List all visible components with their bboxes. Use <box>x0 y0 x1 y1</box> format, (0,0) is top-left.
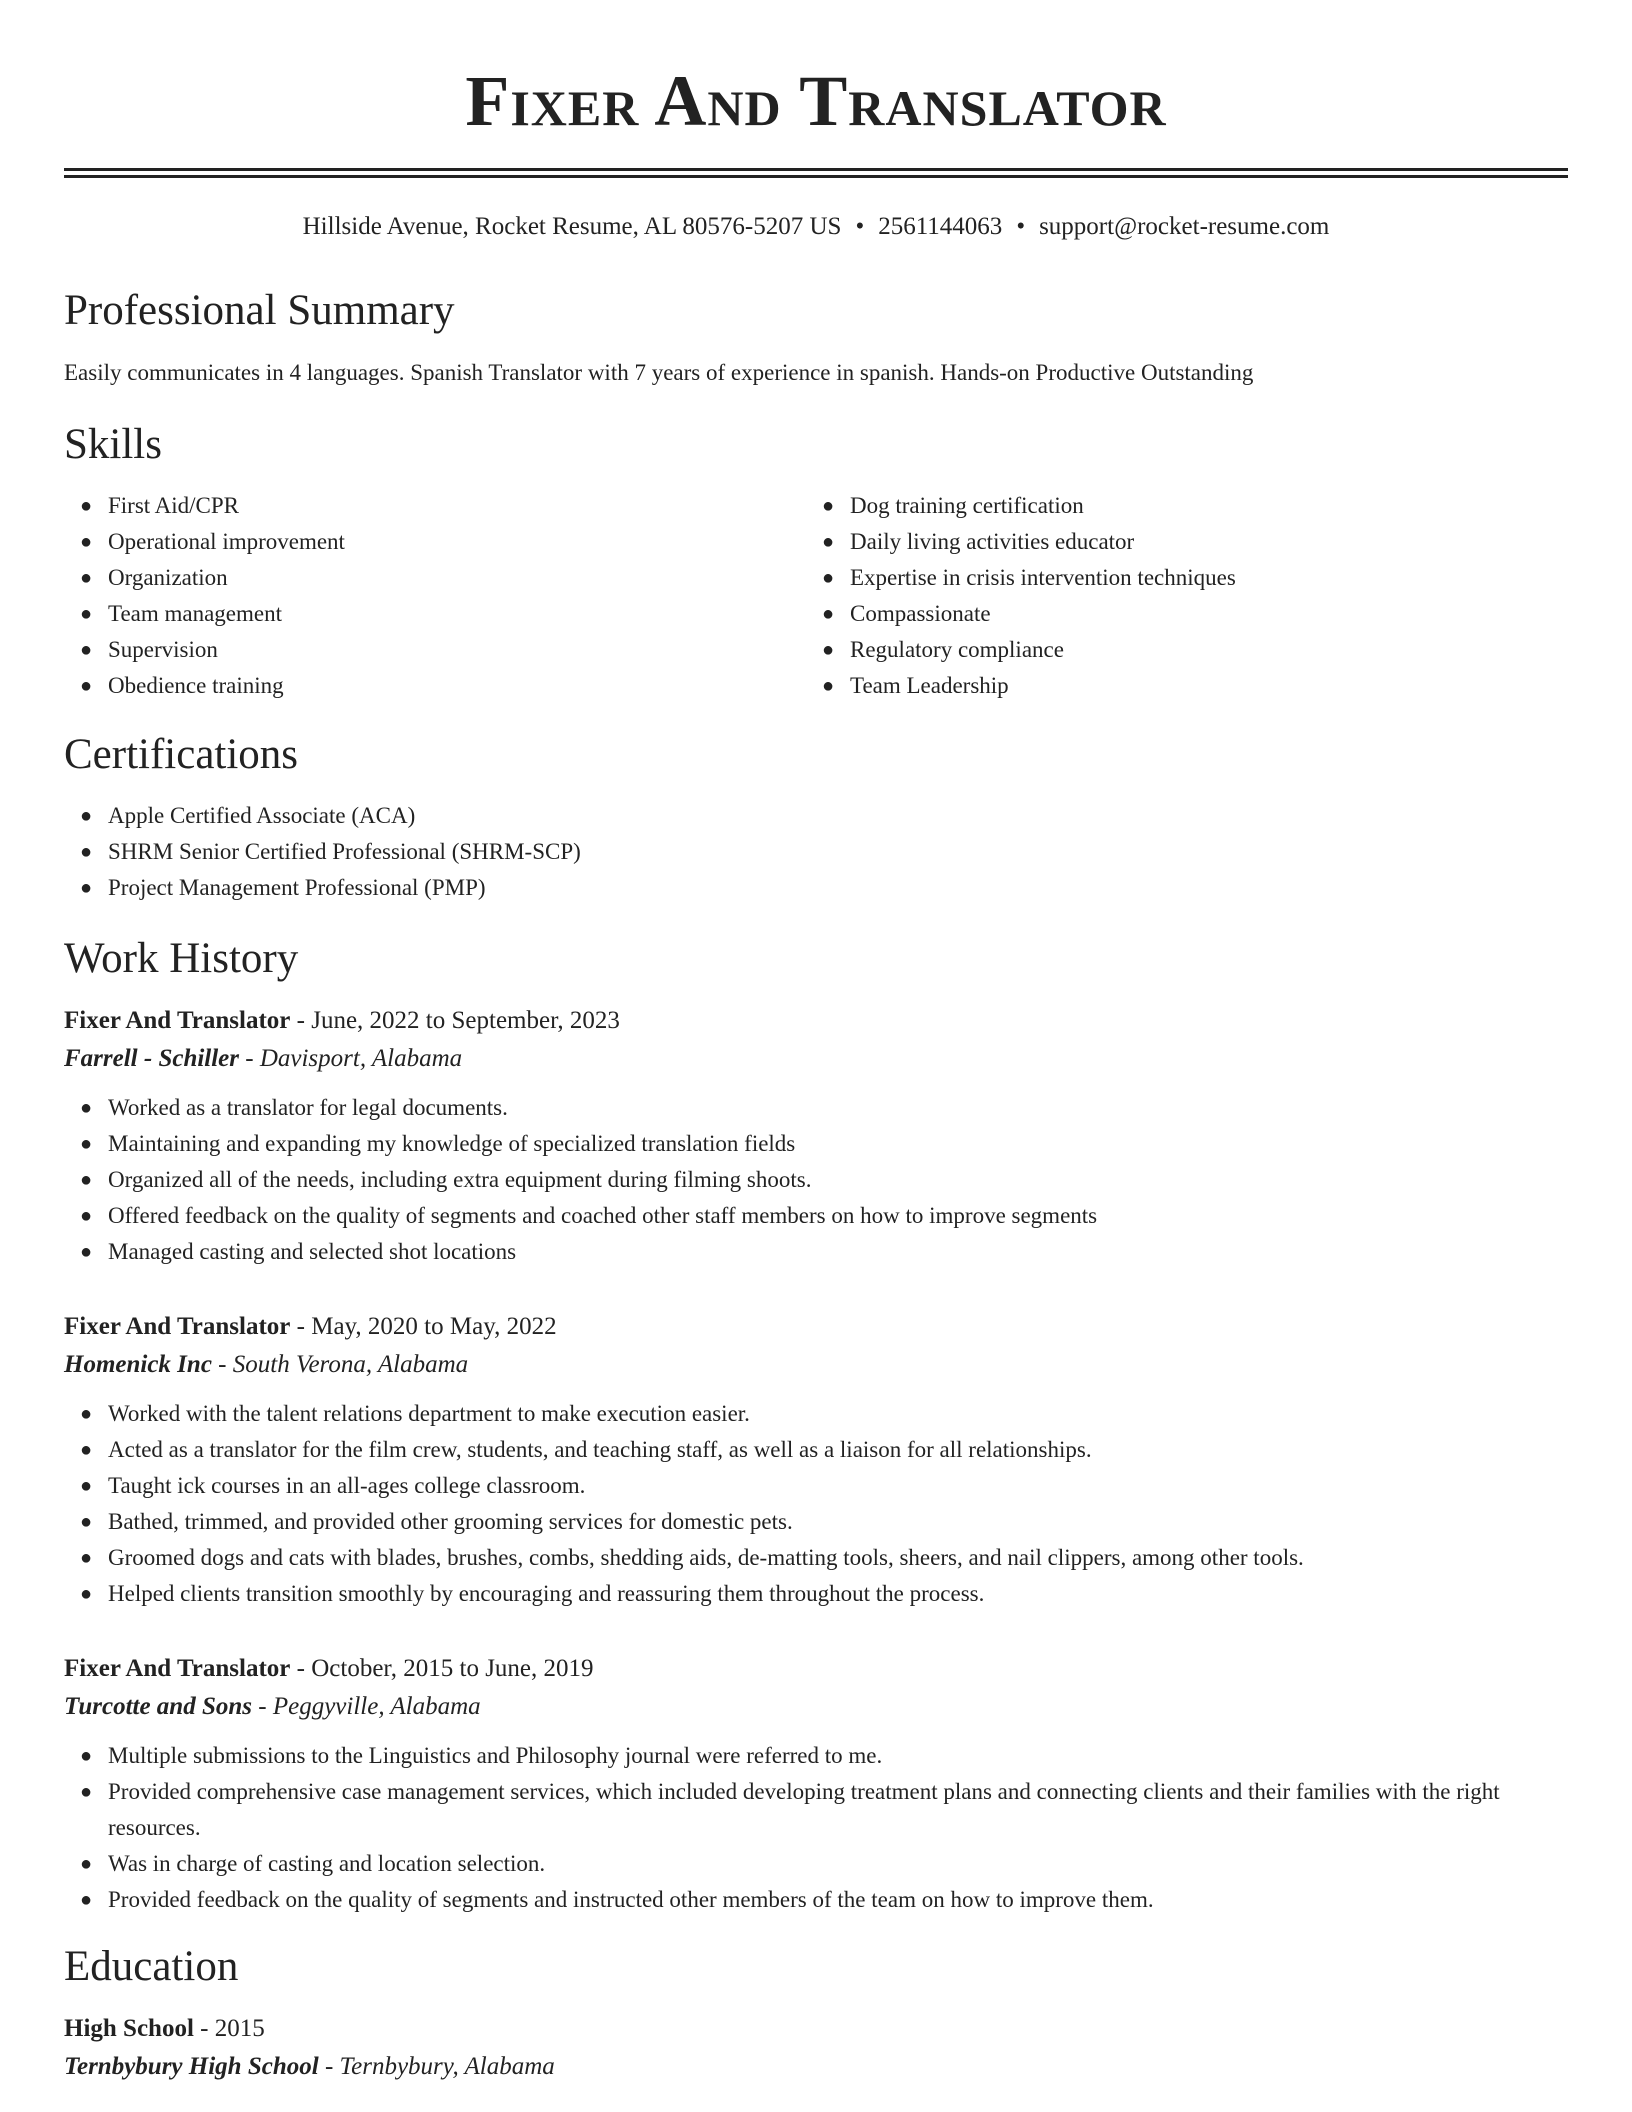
bullet-icon: ● <box>80 1205 93 1227</box>
contact-separator: • <box>1016 213 1026 240</box>
job-company: Homenick Inc <box>64 1351 212 1378</box>
job-bullet <box>64 1882 1568 1918</box>
education-year: - 2015 <box>193 2015 265 2042</box>
job-bullet <box>64 1432 1568 1468</box>
bullet-icon: ● <box>80 1745 93 1767</box>
skill-item <box>64 596 806 632</box>
skill-label: Daily living activities educator <box>850 529 1135 554</box>
bullet-icon: ● <box>80 1475 93 1497</box>
bullet-icon: ● <box>80 877 93 899</box>
job-bullet <box>64 1738 1568 1774</box>
bullet-icon: ● <box>822 675 835 697</box>
education-location: - Ternbybury, Alabama <box>318 2053 555 2080</box>
job-bullet <box>64 1126 1568 1162</box>
job-bullet-text: Offered feedback on the quality of segments and coached other staff members on how to improve segments <box>108 1203 1098 1228</box>
skills-grid <box>64 488 1568 704</box>
bullet-icon: ● <box>80 1241 93 1263</box>
work-history-section <box>64 934 1568 1918</box>
job-bullet <box>64 1162 1568 1198</box>
certification-item <box>64 798 1568 834</box>
skill-item <box>806 596 1548 632</box>
job-bullet <box>64 1846 1568 1882</box>
bullet-icon: ● <box>80 1511 93 1533</box>
job-location: - Peggyville, Alabama <box>252 1693 481 1720</box>
bullet-icon: ● <box>80 639 93 661</box>
bullet-icon: ● <box>80 1781 93 1803</box>
education-degree-line <box>64 2010 1568 2048</box>
skill-item <box>64 668 806 704</box>
job-bullet-text: Organized all of the needs, including extra equipment during filming shoots. <box>108 1167 812 1192</box>
contact-phone: 2561144063 <box>878 213 1003 240</box>
bullet-icon: ● <box>80 805 93 827</box>
skills-list-right <box>806 488 1548 704</box>
job-bullet-text: Was in charge of casting and location selection. <box>108 1851 546 1876</box>
job-bullet-text: Taught ick courses in an all-ages college classroom. <box>108 1473 586 1498</box>
bullet-icon: ● <box>822 567 835 589</box>
job-title: Fixer And Translator <box>64 1313 291 1340</box>
skill-item <box>806 632 1548 668</box>
job-bullet-text: Groomed dogs and cats with blades, brushes, combs, shedding aids, de-matting tools, sheers, and nail clippers, among other tools. <box>108 1545 1304 1570</box>
certification-label: SHRM Senior Certified Professional (SHRM-SCP) <box>108 839 581 864</box>
skill-label: Team management <box>108 601 283 626</box>
skills-section <box>64 420 1568 704</box>
job-bullet <box>64 1396 1568 1432</box>
job-bullet <box>64 1774 1568 1846</box>
job-dates: - June, 2022 to September, 2023 <box>290 1007 620 1034</box>
job-dates: - May, 2020 to May, 2022 <box>290 1313 557 1340</box>
job-company-line <box>64 1040 1568 1078</box>
job-location: - South Verona, Alabama <box>211 1351 469 1378</box>
contact-email: support@rocket-resume.com <box>1039 213 1330 240</box>
job-bullet <box>64 1504 1568 1540</box>
bullet-icon: ● <box>80 841 93 863</box>
skill-label: Supervision <box>108 637 218 662</box>
job-bullet-text: Worked as a translator for legal documents. <box>108 1095 508 1120</box>
bullet-icon: ● <box>822 495 835 517</box>
skill-item <box>64 632 806 668</box>
bullet-icon: ● <box>822 639 835 661</box>
job-bullet-text: Worked with the talent relations department to make execution easier. <box>108 1401 750 1426</box>
bullet-icon: ● <box>80 1133 93 1155</box>
skill-label: Operational improvement <box>108 529 345 554</box>
bullet-icon: ● <box>80 1547 93 1569</box>
bullet-icon: ● <box>80 1583 93 1605</box>
skill-label: Regulatory compliance <box>850 637 1064 662</box>
job-title-line <box>64 1308 1568 1346</box>
job-title: Fixer And Translator <box>64 1007 291 1034</box>
resume-name-heading: Fixer And Translator <box>465 61 1167 141</box>
skill-item <box>806 560 1548 596</box>
job-bullets <box>64 1738 1568 1918</box>
certifications-list <box>64 798 1568 906</box>
summary-text: Easily communicates in 4 languages. Spanish Translator with 7 years of experience in spanish. Hands-on Productive Outstanding <box>64 360 1254 385</box>
job-entry <box>64 1002 1568 1270</box>
skill-label: Obedience training <box>108 673 284 698</box>
skill-label: Organization <box>108 565 228 590</box>
job-title-line <box>64 1650 1568 1688</box>
skill-item <box>806 524 1548 560</box>
certification-label: Apple Certified Associate (ACA) <box>108 803 416 828</box>
job-title-line <box>64 1002 1568 1040</box>
contact-line <box>64 212 1568 242</box>
job-bullet <box>64 1198 1568 1234</box>
bullet-icon: ● <box>822 531 835 553</box>
bullet-icon: ● <box>822 603 835 625</box>
certification-item <box>64 870 1568 906</box>
job-bullets <box>64 1396 1568 1612</box>
skill-label: Expertise in crisis intervention techniques <box>850 565 1236 590</box>
job-bullet-text: Multiple submissions to the Linguistics and Philosophy journal were referred to me. <box>108 1743 883 1768</box>
certification-label: Project Management Professional (PMP) <box>108 875 486 900</box>
education-heading: Education <box>64 1943 239 1990</box>
skill-label: First Aid/CPR <box>108 493 240 518</box>
job-company: Turcotte and Sons <box>64 1693 253 1720</box>
job-bullet-text: Maintaining and expanding my knowledge of specialized translation fields <box>108 1131 796 1156</box>
job-location: - Davisport, Alabama <box>239 1045 463 1072</box>
resume-page <box>64 0 1568 2086</box>
skill-label: Team Leadership <box>850 673 1009 698</box>
skill-item <box>806 668 1548 704</box>
job-company: Farrell - Schiller <box>64 1045 240 1072</box>
bullet-icon: ● <box>80 675 93 697</box>
bullet-icon: ● <box>80 1403 93 1425</box>
job-bullet <box>64 1234 1568 1270</box>
job-bullet <box>64 1576 1568 1612</box>
bullet-icon: ● <box>80 531 93 553</box>
skill-item <box>64 488 806 524</box>
bullet-icon: ● <box>80 1439 93 1461</box>
education-school-line <box>64 2048 1568 2086</box>
skills-heading: Skills <box>64 421 162 468</box>
bullet-icon: ● <box>80 1853 93 1875</box>
job-bullet-text: Helped clients transition smoothly by encouraging and reassuring them throughout the process. <box>108 1581 985 1606</box>
bullet-icon: ● <box>80 567 93 589</box>
job-company-line <box>64 1346 1568 1384</box>
summary-heading: Professional Summary <box>64 287 455 334</box>
education-degree: High School <box>64 2015 194 2042</box>
bullet-icon: ● <box>80 1169 93 1191</box>
contact-address: Hillside Avenue, Rocket Resume, AL 80576-5207 US <box>302 213 842 240</box>
job-bullet-text: Provided comprehensive case management services, which included developing treatment plans and connecting clients and their families with the right resources. <box>108 1779 1500 1840</box>
education-school: Ternbybury High School <box>64 2053 319 2080</box>
job-bullets <box>64 1090 1568 1270</box>
bullet-icon: ● <box>80 1097 93 1119</box>
job-title: Fixer And Translator <box>64 1655 291 1682</box>
job-bullet-text: Bathed, trimmed, and provided other grooming services for domestic pets. <box>108 1509 793 1534</box>
job-bullet <box>64 1468 1568 1504</box>
job-entry <box>64 1308 1568 1612</box>
skill-item <box>806 488 1548 524</box>
job-bullet-text: Acted as a translator for the film crew, students, and teaching staff, as well as a liaison for all relationships. <box>108 1437 1092 1462</box>
contact-separator: • <box>855 213 865 240</box>
job-entry <box>64 1650 1568 1918</box>
education-section <box>64 1942 1568 2086</box>
job-company-line <box>64 1688 1568 1726</box>
skill-item <box>64 560 806 596</box>
job-bullet <box>64 1090 1568 1126</box>
job-dates: - October, 2015 to June, 2019 <box>290 1655 594 1682</box>
job-bullet-text: Provided feedback on the quality of segments and instructed other members of the team on how to improve them. <box>108 1887 1154 1912</box>
bullet-icon: ● <box>80 495 93 517</box>
certifications-heading: Certifications <box>64 731 299 778</box>
skill-item <box>64 524 806 560</box>
certifications-section <box>64 730 1568 906</box>
job-bullet-text: Managed casting and selected shot locations <box>108 1239 517 1264</box>
summary-section <box>64 286 1568 388</box>
header-double-rule <box>64 168 1568 178</box>
education-entry <box>64 2010 1568 2086</box>
job-bullet <box>64 1540 1568 1576</box>
bullet-icon: ● <box>80 1889 93 1911</box>
skills-list-left <box>64 488 806 704</box>
work-history-heading: Work History <box>64 935 299 982</box>
skill-label: Compassionate <box>850 601 991 626</box>
certification-item <box>64 834 1568 870</box>
skill-label: Dog training certification <box>850 493 1084 518</box>
bullet-icon: ● <box>80 603 93 625</box>
